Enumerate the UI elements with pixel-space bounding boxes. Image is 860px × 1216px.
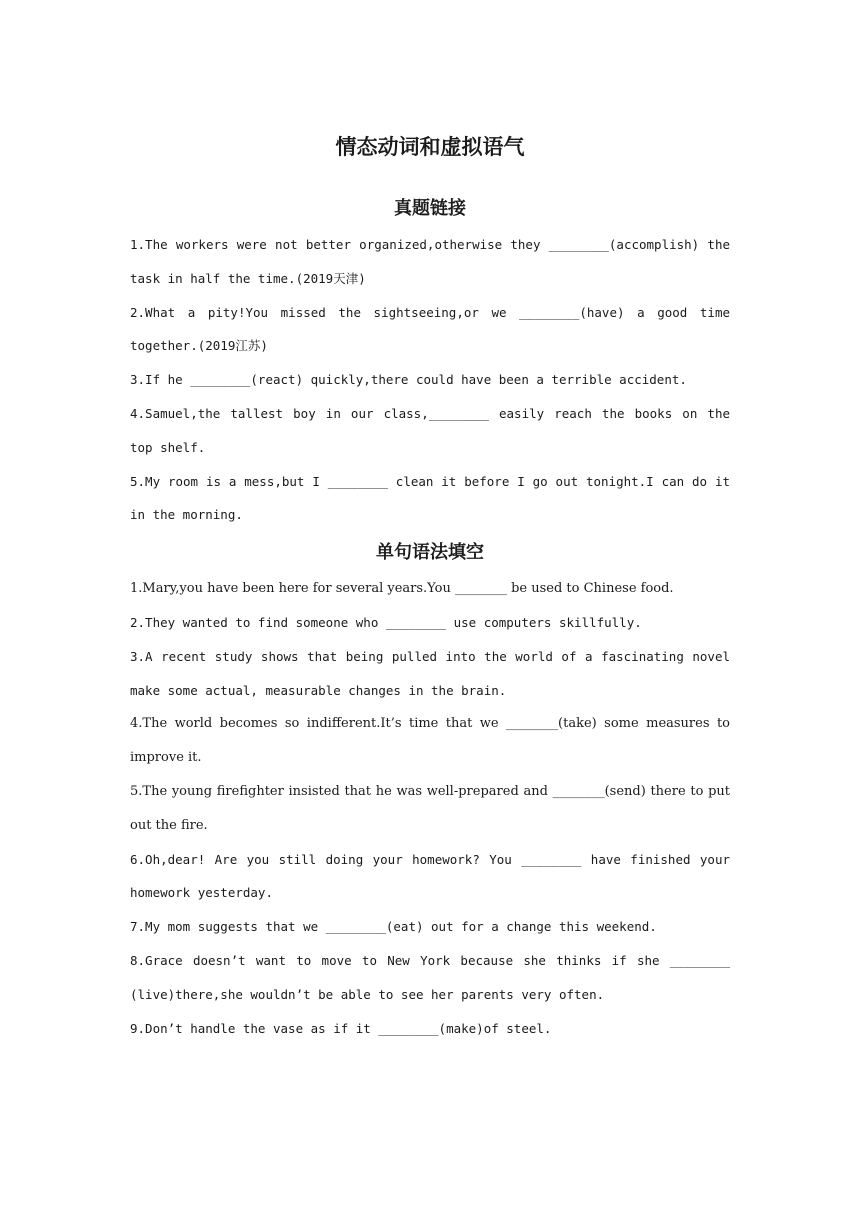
- question-item: 8.Grace doesn’t want to move to New York because she thinks if she ________ (live)there,she wouldn’t be able to see her parents very often.: [130, 952, 730, 1002]
- page-title: 情态动词和虚拟语气: [335, 135, 525, 159]
- question-item: 4.Samuel,the tallest boy in our class,________ easily reach the books on the top shelf.: [130, 405, 730, 455]
- question-item: 9.Don’t handle the vase as if it ________(make)of steel.: [130, 1020, 552, 1036]
- question-list-grammar-fill: [130, 572, 730, 1045]
- section-heading-grammar-fill: 单句语法填空: [376, 542, 484, 564]
- question-item: 7.My mom suggests that we ________(eat) out for a change this weekend.: [130, 919, 657, 935]
- question-item: 5.My room is a mess,but I ________ clean it before I go out tonight.I can do it in the morning.: [130, 473, 730, 523]
- section-heading-past-exams: 真题链接: [394, 198, 466, 219]
- question-item: 1.The workers were not better organized,otherwise they ________(accomplish) the task in half the time.(2019天津): [130, 237, 730, 286]
- question-item: 3.If he ________(react) quickly,there could have been a terrible accident.: [130, 372, 687, 388]
- question-item: 2.They wanted to find someone who ________ use computers skillfully.: [130, 614, 642, 630]
- question-list-past-exams: [130, 228, 730, 532]
- question-item: 1.Mary,you have been here for several years.You ________ be used to Chinese food.: [130, 581, 674, 597]
- document-content: [130, 128, 730, 1045]
- question-item: 6.Oh,dear! Are you still doing your homework? You ________ have finished your homework yesterday.: [130, 851, 730, 901]
- question-item: 4.The world becomes so indifferent.It’s time that we ________(take) some measures to improve it.: [130, 716, 730, 766]
- question-item: 2.What a pity!You missed the sightseeing,or we ________(have) a good time together.(2019江苏): [130, 304, 730, 354]
- question-item: 5.The young firefighter insisted that he was well-prepared and ________(send) there to put out the fire.: [130, 783, 730, 833]
- question-item: 3.A recent study shows that being pulled into the world of a fascinating novel make some actual, measurable changes in the brain.: [130, 648, 730, 698]
